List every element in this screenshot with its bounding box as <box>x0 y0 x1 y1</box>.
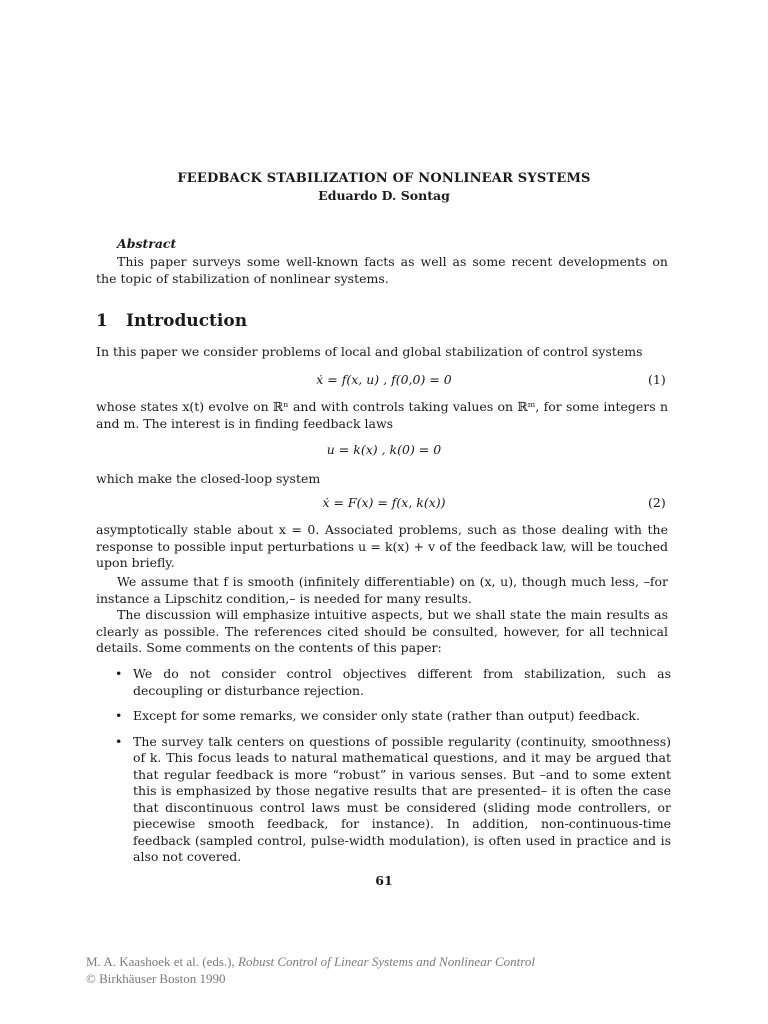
footer-book-title: Robust Control of Linear Systems and Nonlinear Control <box>238 954 535 969</box>
paragraph-smoothness: We assume that f is smooth (infinitely differentiable) on (x, u), though much less, –for instance a Lipschitz condition,– is needed for many results. <box>96 574 668 606</box>
list-item-text: We do not consider control objectives different from stabilization, such as decoupling or disturbance rejection. <box>133 666 671 698</box>
list-item <box>115 666 671 699</box>
abstract-heading: Abstract <box>117 236 177 251</box>
footer-citation <box>86 953 535 970</box>
abstract-text: This paper surveys some well-known facts as well as some recent developments on the topic of stabilization of nonlinear systems. <box>96 254 668 286</box>
equation-1-number: (1) <box>648 372 666 387</box>
footer-editors: M. A. Kaashoek et al. (eds.), <box>86 954 238 969</box>
paragraph-discussion: The discussion will emphasize intuitive aspects, but we shall state the main results as clearly as possible. The references cited should be consulted, however, for all technical details. Some comments on the contents of this paper: <box>96 607 668 655</box>
paragraph-states: whose states x(t) evolve on ℝⁿ and with controls taking values on ℝᵐ, for some integers n and m. The interest is in finding feedback laws <box>96 399 668 431</box>
equation-1: ẋ = f(x, u) , f(0,0) = 0 <box>316 372 452 387</box>
section-heading <box>96 311 247 331</box>
equation-feedback-law: u = k(x) , k(0) = 0 <box>326 442 442 457</box>
footer-copyright: © Birkhäuser Boston 1990 <box>86 971 226 986</box>
paragraph-intro: In this paper we consider problems of local and global stabilization of control systems <box>96 344 643 359</box>
list-item-text: Except for some remarks, we consider only state (rather than output) feedback. <box>133 708 640 723</box>
section-number: 1 <box>96 311 108 331</box>
equation-2-number: (2) <box>648 495 666 510</box>
bullet-icon: • <box>115 666 123 681</box>
paragraph-asymptotic: asymptotically stable about x = 0. Associated problems, such as those dealing with the response to possible input perturbations u = k(x) + v of the feedback law, will be touched upon briefly. <box>96 522 668 570</box>
paper-title: FEEDBACK STABILIZATION OF NONLINEAR SYSTEMS <box>177 171 591 186</box>
section-title: Introduction <box>126 311 248 331</box>
list-item <box>115 734 671 866</box>
bullet-icon: • <box>115 733 123 749</box>
paragraph-closed-loop: which make the closed-loop system <box>96 471 321 486</box>
list-item <box>115 708 671 725</box>
comment-list <box>115 666 671 875</box>
page-number: 61 <box>375 873 393 888</box>
bullet-icon: • <box>115 708 123 723</box>
list-item-text: The survey talk centers on questions of possible regularity (continuity, smoothness) of k. This focus leads to natural mathematical questions, and it may be argued that that regular feedback is more “robust” in various senses. But –and to some extent this is emphasized by those negative results that are presented– it is often the case that discontinuous control laws must be considered (sliding mode controllers, or piecewise smooth feedback, for instance). In addition, non-continuous-time feedback (sampled control, pulse-width modulation), is often used in practice and is also not covered. <box>133 733 671 864</box>
paper-author: Eduardo D. Sontag <box>318 188 450 203</box>
publication-footer <box>86 953 535 987</box>
equation-2: ẋ = F(x) = f(x, k(x)) <box>322 495 446 510</box>
